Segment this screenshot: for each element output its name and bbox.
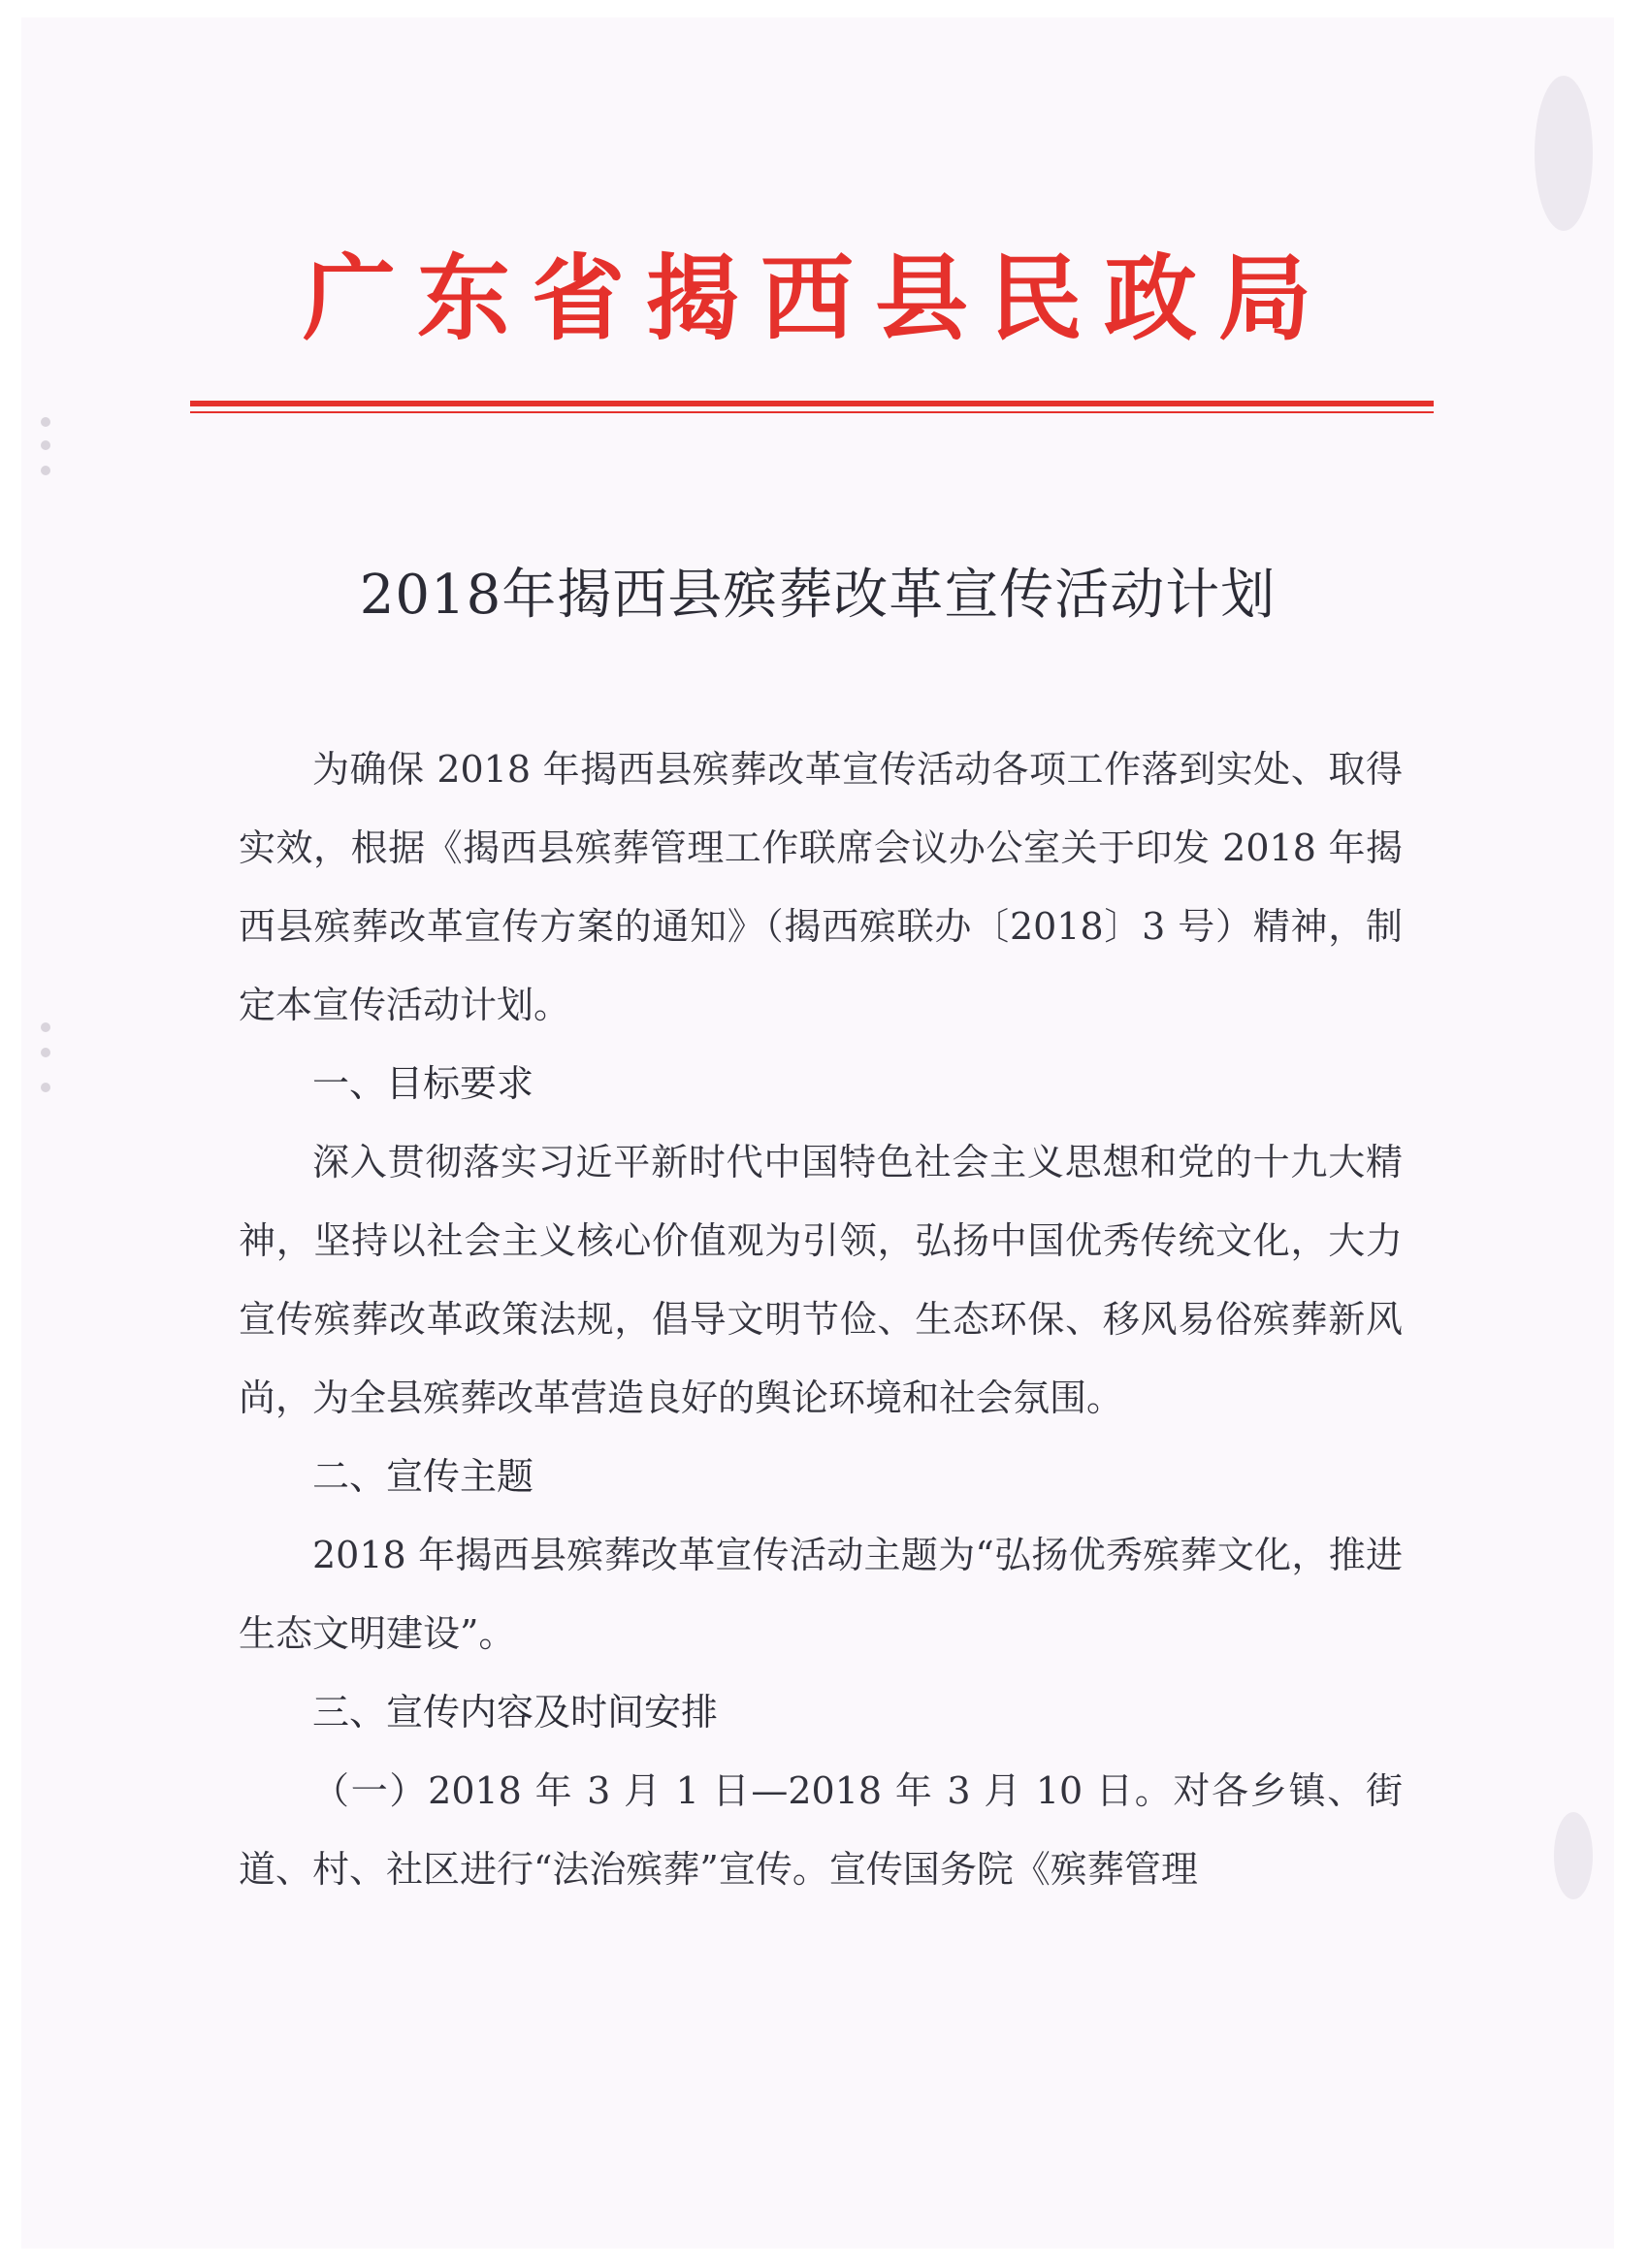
section-heading: 三、宣传内容及时间安排	[312, 1691, 719, 1733]
document-title: 2018年揭西县殡葬改革宣传活动计划	[359, 564, 1277, 627]
punch-hole	[41, 440, 50, 450]
section-paragraph: 2018 年揭西县殡葬改革宣传活动主题为“弘扬优秀殡葬文化，推进生态文明建设”。	[239, 1534, 1403, 1655]
punch-hole	[41, 1048, 50, 1057]
punch-hole	[41, 466, 50, 475]
letterhead-rule-thin	[190, 411, 1434, 413]
document-body	[239, 730, 1403, 1909]
punch-hole	[41, 1083, 50, 1092]
paper-smudge	[1535, 76, 1593, 231]
section-heading: 一、目标要求	[312, 1062, 534, 1105]
paper-smudge	[1554, 1812, 1593, 1899]
section-paragraph: 深入贯彻落实习近平新时代中国特色社会主义思想和党的十九大精神，坚持以社会主义核心价值观为引领，弘扬中国优秀传统文化，大力宣传殡葬改革政策法规，倡导文明节俭、生态环保、移风易俗殡葬新风尚，为全县殡葬改革营造良好的舆论环境和社会氛围。	[239, 1141, 1403, 1419]
letterhead-rule-thick	[190, 401, 1434, 406]
section-heading: 二、宣传主题	[312, 1455, 534, 1498]
intro-paragraph: 为确保 2018 年揭西县殡葬改革宣传活动各项工作落到实处、取得实效，根据《揭西县殡葬管理工作联席会议办公室关于印发 2018 年揭西县殡葬改革宣传方案的通知》（揭西殡联办〔2018〕3 号）精神，制定本宣传活动计划。	[239, 748, 1403, 1026]
punch-hole	[41, 417, 50, 427]
letterhead-org-name: 广东省揭西县民政局	[303, 243, 1333, 353]
punch-hole	[41, 1022, 50, 1032]
section-paragraph: （一）2018 年 3 月 1 日—2018 年 3 月 10 日。对各乡镇、街道、村、社区进行“法治殡葬”宣传。宣传国务院《殡葬管理	[239, 1769, 1403, 1891]
document-page	[21, 17, 1614, 2249]
